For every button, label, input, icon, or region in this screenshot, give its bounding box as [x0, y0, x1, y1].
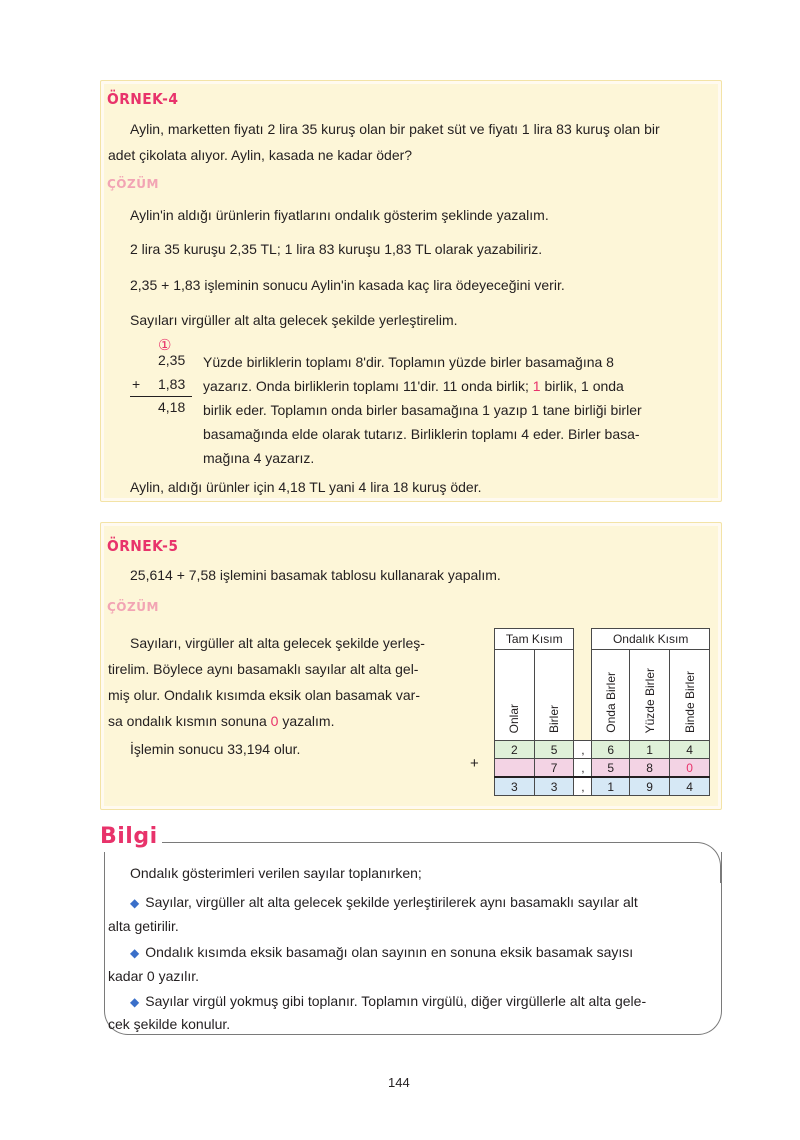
- info-title: Bilgi: [100, 824, 158, 849]
- example-4-step1: Aylin'in aldığı ürünlerin fiyatlarını ondalık gösterim şeklinde yazalım.: [130, 207, 549, 223]
- col-binde-birler: Binde Birler: [670, 650, 710, 741]
- row2-onlar: [495, 759, 535, 778]
- example-5-question: 25,614 + 7,58 işlemini basamak tablosu kullanarak yapalım.: [130, 567, 501, 583]
- example-5-para-line4: sa ondalık kısmın sonuna 0 yazalım.: [108, 713, 335, 729]
- row1-onda: 6: [592, 741, 630, 759]
- diamond-icon: ◆: [130, 995, 140, 1009]
- decimal-part-header: Ondalık Kısım: [592, 629, 710, 650]
- row2-onda: 5: [592, 759, 630, 778]
- example-5-para-line3: miş olur. Ondalık kısımda eksik olan basamak var-: [108, 687, 421, 703]
- carry-mark: ①: [158, 337, 172, 354]
- example-4-step3: 2,35 + 1,83 işleminin sonucu Aylin'in kasada kaç lira ödeyeceğini verir.: [130, 277, 565, 293]
- example-4-solution-label: ÇÖZÜM: [107, 177, 159, 191]
- info-bullet3-line2: cek şekilde konulur.: [108, 1016, 231, 1032]
- row3-binde: 4: [670, 777, 710, 796]
- example-4-question-line2: adet çikolata alıyor. Aylin, kasada ne kadar öder?: [108, 147, 413, 163]
- whole-part-header: Tam Kısım: [495, 629, 574, 650]
- example-5-para-line2: tirelim. Böylece aynı basamaklı sayılar alt alta gel-: [108, 661, 419, 677]
- diamond-icon: ◆: [130, 946, 140, 960]
- example-4-title: ÖRNEK-4: [107, 90, 179, 108]
- sum-result: 4,18: [158, 399, 186, 415]
- row3-birler: 3: [534, 777, 574, 796]
- col-birler: Birler: [534, 650, 574, 741]
- info-bullet1-line2: alta getirilir.: [108, 918, 179, 934]
- info-bullet2-line1: ◆ Ondalık kısımda eksik basamağı olan sayının en sonuna eksik basamak sayısı: [130, 944, 634, 960]
- info-box-corner: [680, 842, 721, 883]
- plus-sign: +: [132, 376, 141, 392]
- col-yuzde-birler: Yüzde Birler: [630, 650, 670, 741]
- place-value-table: [494, 628, 710, 796]
- explanation-line1: Yüzde birliklerin toplamı 8'dir. Toplamın yüzde birler basamağına 8: [203, 354, 614, 370]
- info-bullet3-line1: ◆ Sayılar virgül yokmuş gibi toplanır. Toplamın virgülü, diğer virgüllerle alt alta gele-: [130, 993, 647, 1009]
- row2-binde: 0: [670, 759, 710, 778]
- row3-comma: ,: [574, 777, 592, 796]
- example-4-step2: 2 lira 35 kuruşu 2,35 TL; 1 lira 83 kuruşu 1,83 TL olarak yazabiliriz.: [130, 241, 543, 257]
- diamond-icon: ◆: [130, 896, 140, 910]
- example-5-title: ÖRNEK-5: [107, 537, 179, 555]
- row2-birler: 7: [534, 759, 574, 778]
- row3-onlar: 3: [495, 777, 535, 796]
- explanation-line2: yazarız. Onda birliklerin toplamı 11'dir. 11 onda birlik; 1 birlik, 1 onda: [203, 378, 624, 394]
- info-title-rule: [162, 842, 696, 843]
- row2-yuzde: 8: [630, 759, 670, 778]
- addend-2: 1,83: [158, 376, 186, 392]
- example-4-step4: Sayıları virgüller alt alta gelecek şekilde yerleştirelim.: [130, 312, 458, 328]
- explanation-line5: mağına 4 yazarız.: [203, 450, 315, 466]
- row1-binde: 4: [670, 741, 710, 759]
- example-5-para-line1: Sayıları, virgüller alt alta gelecek şekilde yerleş-: [130, 635, 425, 651]
- example-4-conclusion: Aylin, aldığı ürünler için 4,18 TL yani 4 lira 18 kuruş öder.: [130, 479, 482, 495]
- example-4-question-line1: Aylin, marketten fiyatı 2 lira 35 kuruş olan bir paket süt ve fiyatı 1 lira 83 kuruş olan bir: [130, 121, 660, 137]
- row2-comma: ,: [574, 759, 592, 778]
- explanation-line3: birlik eder. Toplamın onda birler basamağına 1 yazıp 1 tane birliği birler: [203, 402, 642, 418]
- example-5-solution-label: ÇÖZÜM: [107, 600, 159, 614]
- page-number: 144: [388, 1075, 410, 1090]
- row1-onlar: 2: [495, 741, 535, 759]
- row1-comma: ,: [574, 741, 592, 759]
- row1-birler: 5: [534, 741, 574, 759]
- sum-line: [130, 396, 192, 397]
- table-plus-sign: +: [470, 755, 479, 772]
- explanation-line4: basamağında elde olarak tutarız. Birliklerin toplamı 4 eder. Birler basa-: [203, 426, 640, 442]
- row1-yuzde: 1: [630, 741, 670, 759]
- row3-onda: 1: [592, 777, 630, 796]
- col-onda-birler: Onda Birler: [592, 650, 630, 741]
- col-onlar: Onlar: [495, 650, 535, 741]
- row3-yuzde: 9: [630, 777, 670, 796]
- info-bullet1-line1: ◆ Sayılar, virgüller alt alta gelecek şekilde yerleştirilerek aynı basamaklı sayılar alt: [130, 894, 638, 910]
- addend-1: 2,35: [158, 352, 186, 368]
- example-5-result: İşlemin sonucu 33,194 olur.: [130, 741, 301, 757]
- info-intro: Ondalık gösterimleri verilen sayılar toplanırken;: [130, 865, 422, 881]
- info-bullet2-line2: kadar 0 yazılır.: [108, 968, 200, 984]
